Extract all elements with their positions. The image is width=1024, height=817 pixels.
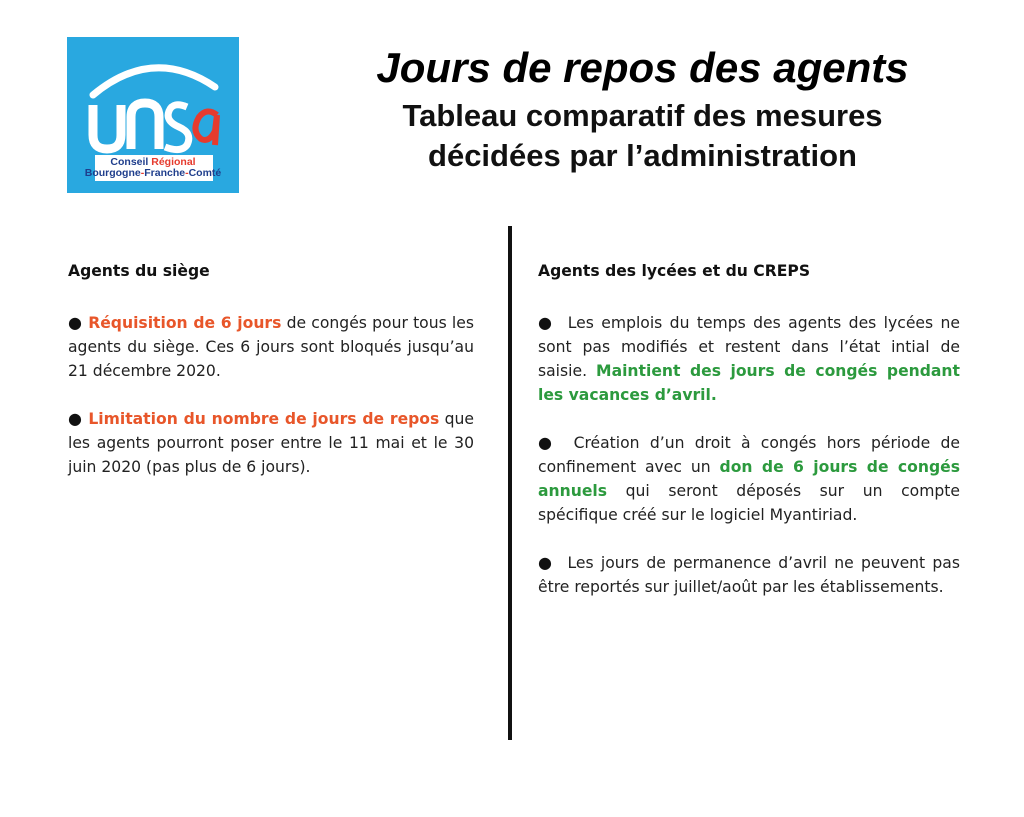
logo-text-dash1: - bbox=[140, 167, 145, 179]
right-heading: Agents des lycées et du CREPS bbox=[538, 262, 811, 280]
left-p2-highlight: Limitation du nombre de jours de repos bbox=[88, 410, 440, 428]
subtitle-line-2: décidées par l’administration bbox=[428, 138, 857, 173]
bullet-icon: ● bbox=[68, 409, 83, 428]
right-column bbox=[538, 259, 960, 623]
bullet-icon: ● bbox=[538, 313, 555, 332]
bullet-icon: ● bbox=[538, 433, 558, 452]
logo-text-dash2: - bbox=[185, 167, 189, 179]
right-paragraph-3 bbox=[538, 551, 960, 599]
right-p1-text: Les emplois du temps des agents des lycées ne sont pas modifiés et restent dans l’état intial de saisie. bbox=[538, 314, 960, 380]
right-p1-highlight: Maintient des jours de congés pendant les vacances d’avril. bbox=[538, 362, 960, 404]
column-divider bbox=[508, 226, 512, 740]
bullet-icon: ● bbox=[68, 313, 83, 332]
left-p2-text: que les agents pourront poser entre le 11 mai et le 30 juin 2020 (pas plus de 6 jours). bbox=[68, 410, 475, 476]
page-subtitle bbox=[310, 96, 975, 176]
bullet-icon: ● bbox=[538, 553, 555, 572]
right-p2-text: Création d’un droit à congés hors période de confinement avec un bbox=[538, 434, 960, 476]
left-heading: Agents du siège bbox=[68, 262, 210, 280]
subtitle-line-1: Tableau comparatif des mesures bbox=[402, 98, 883, 133]
logo-text-conseil: Conseil bbox=[110, 156, 152, 168]
left-p1-highlight: Réquisition de 6 jours bbox=[88, 314, 282, 332]
logo-text-bourgogne: Bourgogne bbox=[84, 167, 141, 179]
unsa-logo bbox=[67, 37, 239, 193]
logo-text-franche: Franche bbox=[144, 167, 186, 179]
left-p1-text: de congés pour tous les agents du siège. Ces 6 jours sont bloqués jusqu’au 21 décembre 2020. bbox=[68, 314, 474, 380]
right-p2-rest: qui seront déposés sur un compte spécifique créé sur le logiciel Myantiriad. bbox=[538, 482, 960, 524]
left-paragraph-2 bbox=[68, 407, 474, 479]
right-p3-text: Les jours de permanence d’avril ne peuvent pas être reportés sur juillet/août par les établissements. bbox=[538, 554, 960, 596]
logo-text-line2 bbox=[67, 168, 239, 179]
right-paragraph-1 bbox=[538, 311, 960, 407]
logo-text-regional: Régional bbox=[151, 156, 196, 168]
right-p2-highlight: don de 6 jours de congés annuels bbox=[538, 458, 960, 500]
right-paragraph-2 bbox=[538, 431, 960, 527]
left-column bbox=[68, 259, 474, 503]
left-paragraph-1 bbox=[68, 311, 474, 383]
logo-text-comte: Comté bbox=[188, 167, 222, 179]
page-title: Jours de repos des agents bbox=[376, 44, 909, 91]
